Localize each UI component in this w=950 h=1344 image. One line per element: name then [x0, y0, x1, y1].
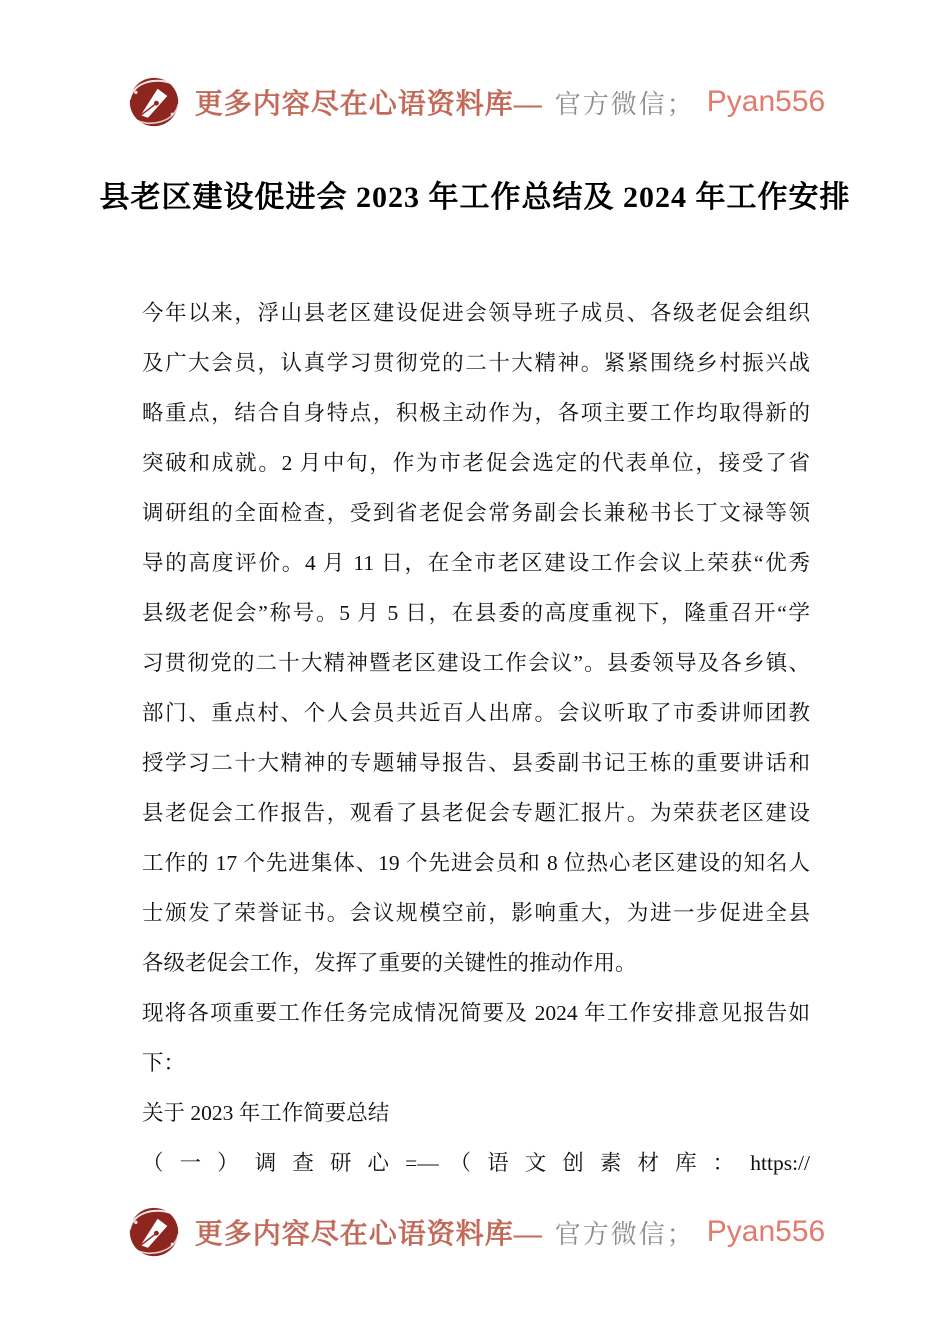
wechat-id: Pyan556: [706, 85, 826, 118]
body-line: 今年以来，浮山县老区建设促进会领导班子成员、各级老促会组织: [142, 301, 810, 325]
body-line: 及广大会员，认真学习贯彻党的二十大精神。紧紧围绕乡村振兴战: [142, 351, 810, 375]
body-line: 突破和成就。2 月中旬，作为市老促会选定的代表单位，接受了省: [142, 451, 810, 475]
pen-nib-circle-icon: [125, 73, 183, 131]
brand-text: 更多内容尽在心语资料库—: [194, 89, 543, 120]
body-line: 下：: [142, 1051, 186, 1075]
body-line: （ 一 ） 调 查 研 心 =— （ 语 文 创 素 材 库 ： https://: [142, 1151, 810, 1175]
wechat-label: 官方微信；: [554, 89, 695, 119]
body-line: 调研组的全面检查，受到省老促会常务副会长兼秘书长丁文禄等领: [142, 501, 810, 525]
pen-nib-circle-icon: [125, 1203, 183, 1261]
body-line: 导的高度评价。4 月 11 日，在全市老区建设工作会议上荣获“优秀: [142, 551, 810, 575]
body-line: 士颁发了荣誉证书。会议规模空前，影响重大，为进一步促进全县: [142, 901, 810, 925]
body-line: 略重点，结合自身特点，积极主动作为，各项主要工作均取得新的: [142, 401, 810, 425]
document-body: [142, 288, 810, 1188]
page-header: [0, 70, 950, 134]
document-title: 县老区建设促进会 2023 年工作总结及 2024 年工作安排: [99, 181, 851, 214]
body-line: 部门、重点村、个人会员共近百人出席。会议听取了市委讲师团教: [142, 701, 810, 725]
body-line: 各级老促会工作，发挥了重要的关键性的推动作用。: [142, 951, 637, 975]
brand-text: 更多内容尽在心语资料库—: [194, 1219, 543, 1250]
body-line: 授学习二十大精神的专题辅导报告、县委副书记王栋的重要讲话和: [142, 751, 810, 775]
wechat-id: Pyan556: [706, 1215, 826, 1248]
page-footer: [0, 1200, 950, 1264]
body-line: 县级老促会”称号。5 月 5 日，在县委的高度重视下，隆重召开“学: [142, 601, 810, 625]
body-line: 县老促会工作报告，观看了县老促会专题汇报片。为荣获老区建设: [142, 801, 810, 825]
body-line: 现将各项重要工作任务完成情况简要及 2024 年工作安排意见报告如: [142, 1001, 810, 1025]
wechat-label: 官方微信；: [554, 1219, 695, 1249]
body-line: 工作的 17 个先进集体、19 个先进会员和 8 位热心老区建设的知名人: [142, 851, 810, 875]
body-line: 关于 2023 年工作简要总结: [142, 1101, 390, 1125]
body-line: 习贯彻党的二十大精神暨老区建设工作会议”。县委领导及各乡镇、: [142, 651, 810, 675]
